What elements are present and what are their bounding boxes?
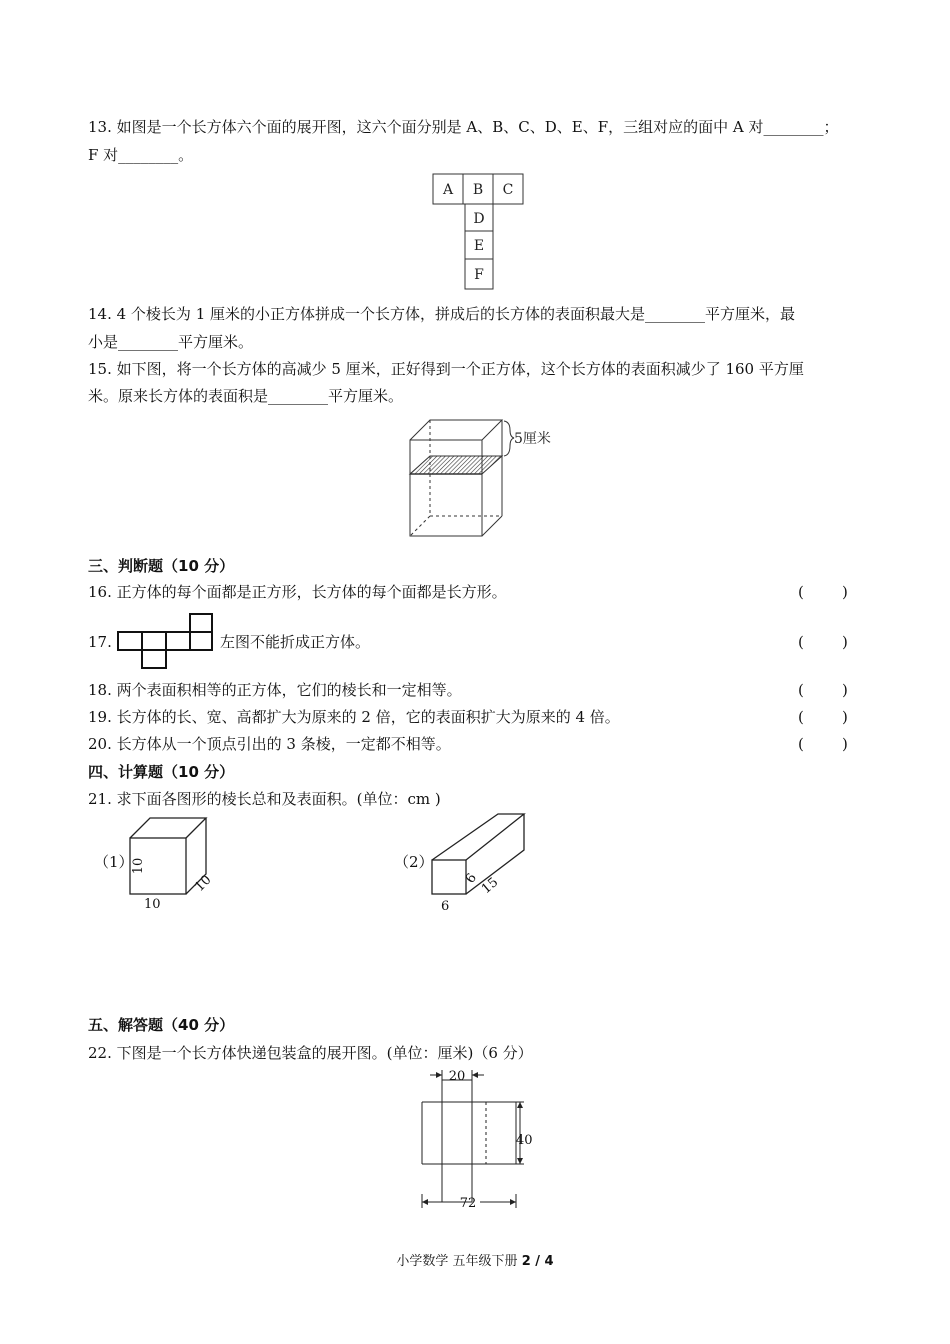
q18-text: 18. 两个表面积相等的正方体，它们的棱长和一定相等。 <box>88 681 462 699</box>
q15-cuboid-figure <box>400 412 560 542</box>
section-5-title: 五、解答题（40 分） <box>88 1016 235 1034</box>
section-4-title: 四、计算题（10 分） <box>88 763 235 781</box>
footer-subject: 小学数学 五年级下册 <box>396 1254 522 1269</box>
q22-text: 22. 下图是一个长方体快递包装盒的展开图。(单位：厘米)（6 分） <box>88 1044 533 1062</box>
q13-net-figure <box>430 172 530 294</box>
q15-line1: 15. 如下图，将一个长方体的高减少 5 厘米，正好得到一个正方体，这个长方体的表面积减少了 160 平方厘 <box>88 360 804 378</box>
q21-cube-figure <box>120 812 230 917</box>
q13-line1: 13. 如图是一个长方体六个面的展开图，这六个面分别是 A、B、C、D、E、F，三组对应的面中 A 对________； <box>88 118 839 136</box>
q17-text: 左图不能折成正方体。 <box>220 633 371 651</box>
q22-box-net-figure <box>410 1066 550 1216</box>
q17-net-figure <box>116 612 216 670</box>
net-face-f: F <box>474 267 484 283</box>
q20-text: 20. 长方体从一个顶点引出的 3 条棱，一定都不相等。 <box>88 735 451 753</box>
q16-answer-blank[interactable]: ( ) <box>798 583 848 601</box>
page-footer <box>0 1250 950 1269</box>
q17-number: 17. <box>88 633 112 651</box>
box-length-label: 72 <box>459 1196 477 1211</box>
cuboid-length-label: 15 <box>478 874 502 898</box>
net-face-d: D <box>473 211 485 227</box>
q20-answer-blank[interactable]: ( ) <box>798 735 848 753</box>
q14-line2: 小是________平方厘米。 <box>88 333 254 351</box>
net-face-a: A <box>442 182 454 198</box>
q19-answer-blank[interactable]: ( ) <box>798 708 848 726</box>
q19-text: 19. 长方体的长、宽、高都扩大为原来的 2 倍，它的表面积扩大为原来的 4 倍。 <box>88 708 620 726</box>
cuboid-width-label: 6 <box>441 899 450 914</box>
net-face-b: B <box>472 182 484 198</box>
q21-cuboid-figure <box>424 810 534 918</box>
q21-fig2-label: （2） <box>394 853 434 871</box>
box-width-label: 20 <box>448 1069 466 1084</box>
q17-answer-blank[interactable]: ( ) <box>798 633 848 651</box>
q16-text: 16. 正方体的每个面都是正方形，长方体的每个面都是长方形。 <box>88 583 507 601</box>
q18-answer-blank[interactable]: ( ) <box>798 681 848 699</box>
cube-width-label: 10 <box>144 897 161 912</box>
cuboid-depth-label: 6 <box>462 870 481 887</box>
q15-height-label: 5厘米 <box>514 431 551 447</box>
q21-fig1-label: （1） <box>94 853 134 871</box>
q21-text: 21. 求下面各图形的棱长总和及表面积。(单位：cm ) <box>88 790 441 808</box>
footer-page-number: 2 / 4 <box>521 1254 554 1269</box>
section-3-title: 三、判断题（10 分） <box>88 557 235 575</box>
q13-line2: F 对________。 <box>88 146 194 164</box>
q14-line1: 14. 4 个棱长为 1 厘米的小正方体拼成一个长方体，拼成后的长方体的表面积最大是________平方厘米，最 <box>88 305 796 323</box>
cube-height-label: 10 <box>131 857 146 875</box>
net-face-e: E <box>473 238 485 254</box>
q15-line2: 米。原来长方体的表面积是________平方厘米。 <box>88 387 404 405</box>
net-face-c: C <box>502 182 514 198</box>
cube-depth-label: 10 <box>192 872 215 895</box>
box-height-label: 40 <box>516 1133 533 1148</box>
